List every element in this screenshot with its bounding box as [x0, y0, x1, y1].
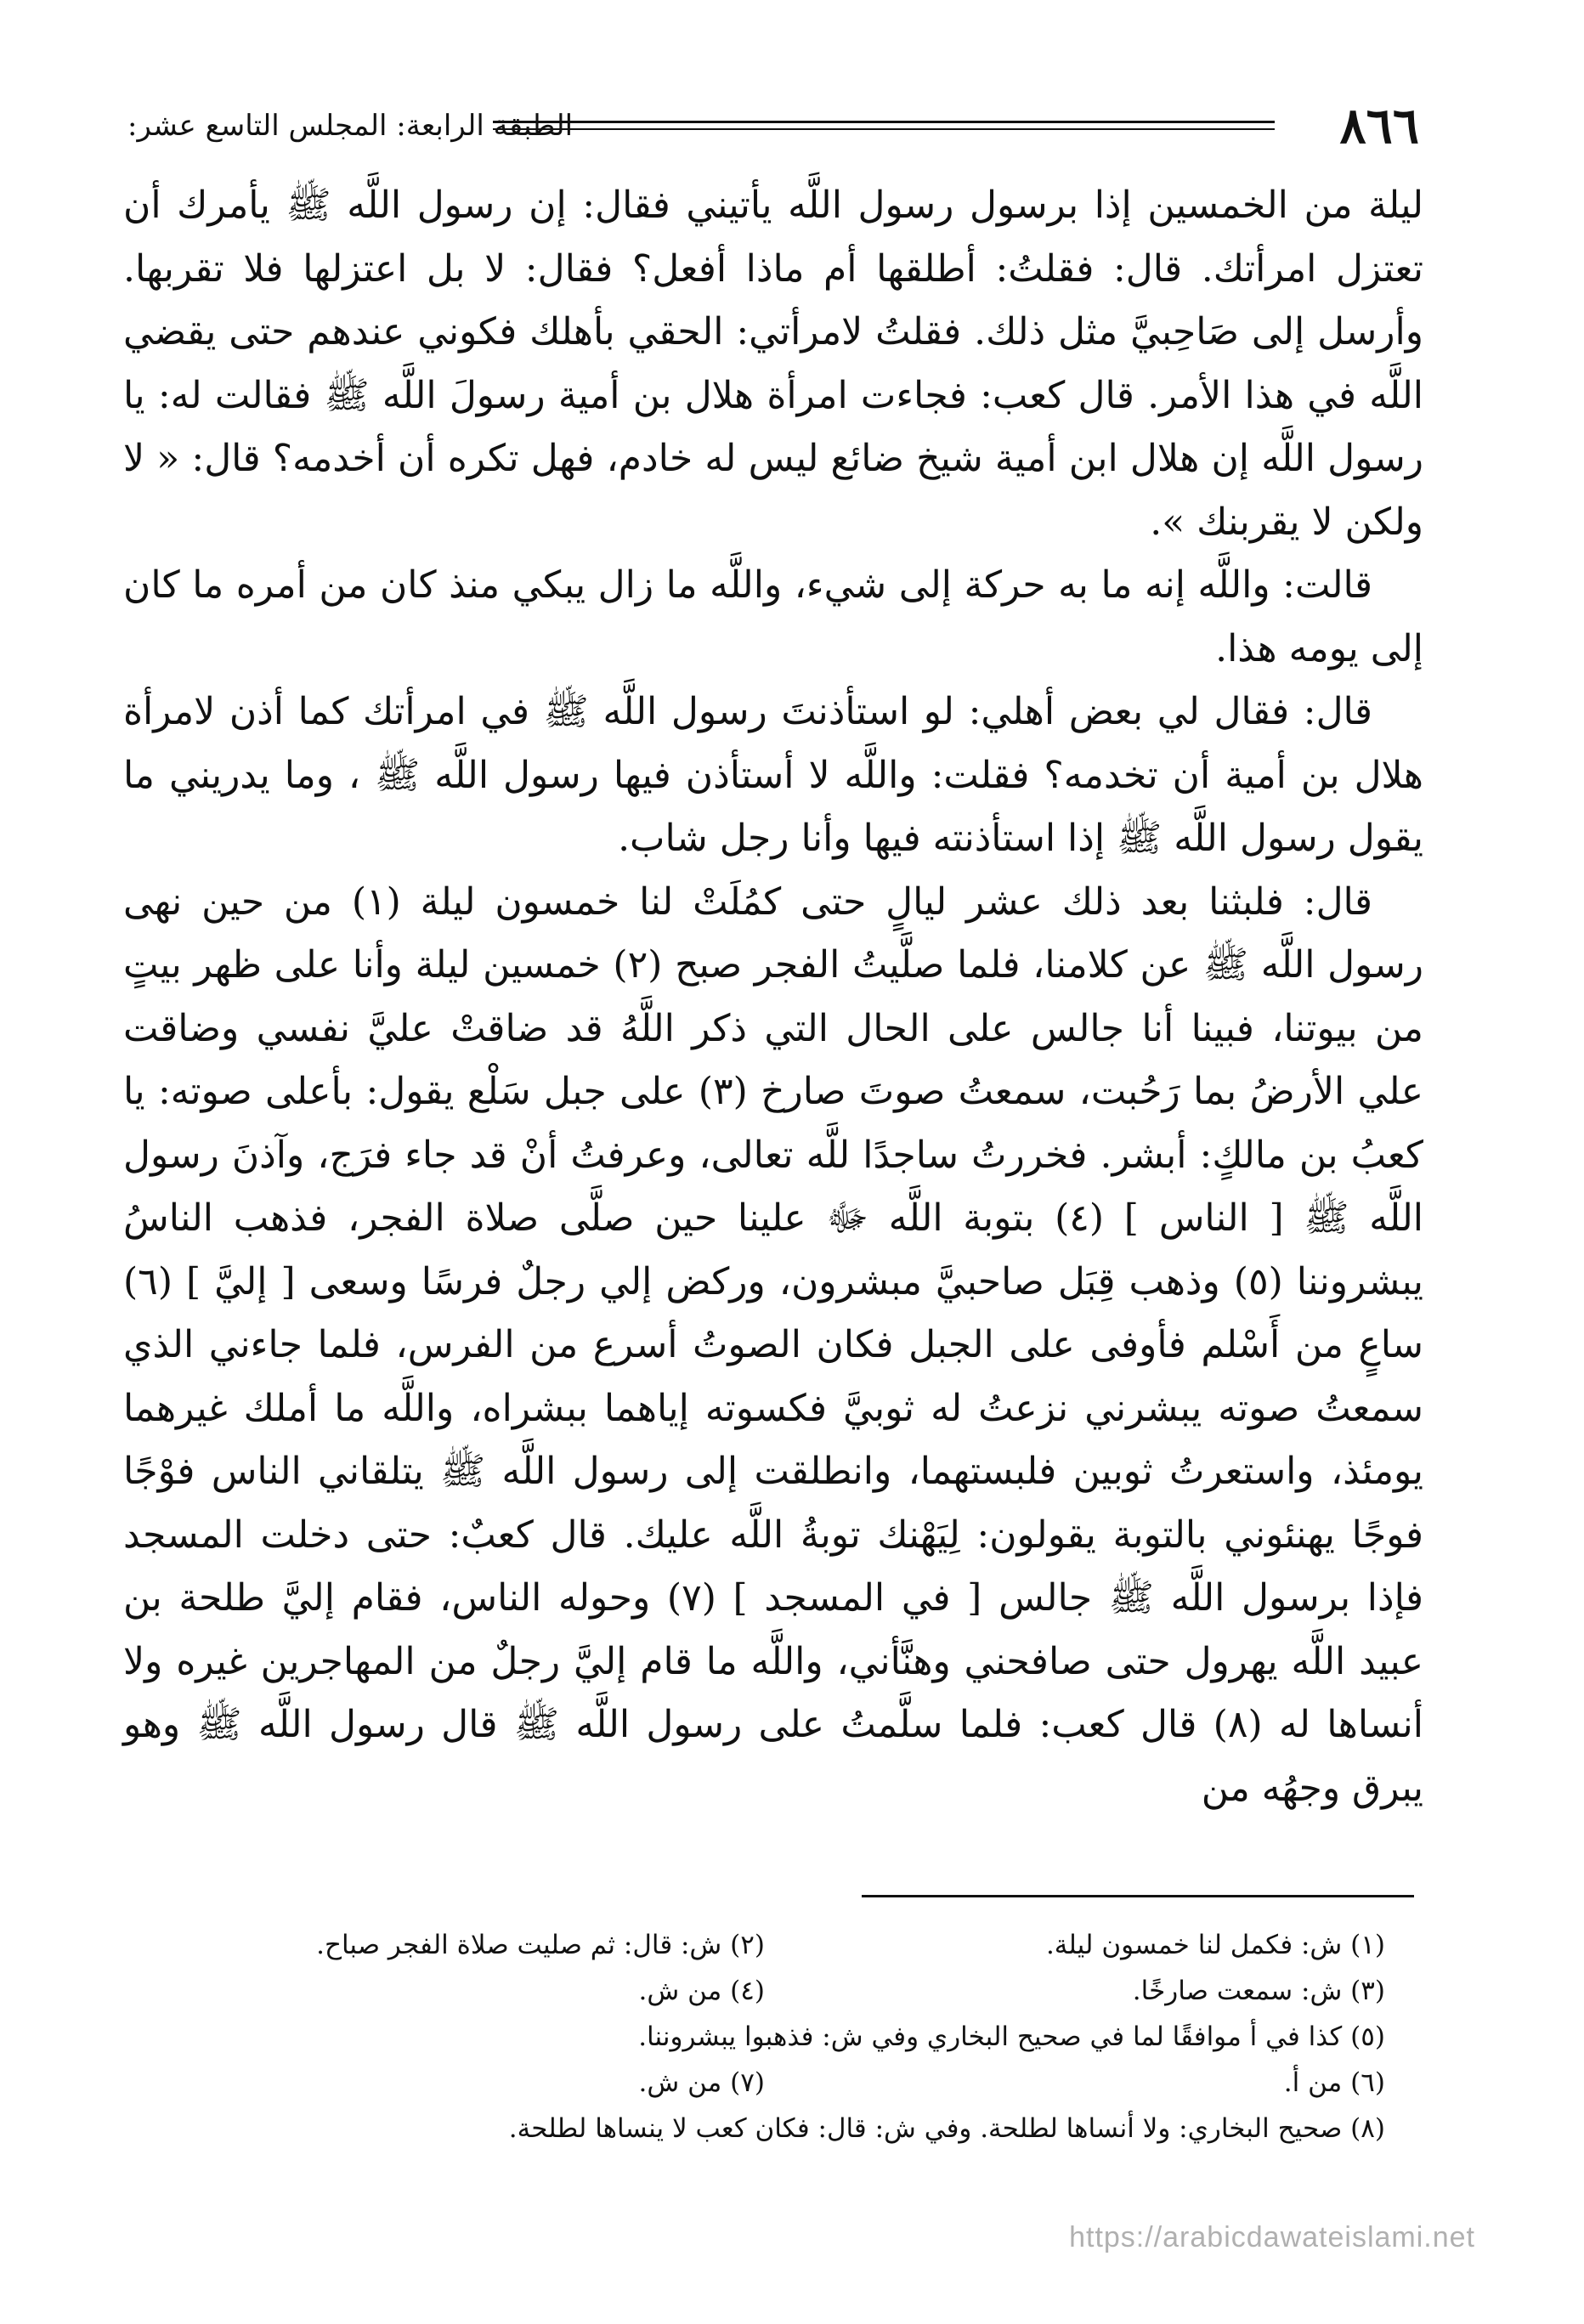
header-rule-line: [493, 121, 1275, 123]
header-rule: [493, 121, 1275, 130]
paragraph: قال: فقال لي بعض أهلي: لو استأذنتَ رسول اللَّه ﷺ في امرأتك كما أذن لامرأة هلال بن أمية أن تخدمه؟ فقلت: واللَّه لا أستأذن فيها رسول اللَّه ﷺ ، وما يدريني ما يقول رسول اللَّه ﷺ إذا استأذنته فيها وأنا رجل شاب.: [123, 690, 1423, 860]
footnote-row: [127, 2014, 1385, 2060]
paragraph: ليلة من الخمسين إذا برسول رسول اللَّه يأتيني فقال: إن رسول اللَّه ﷺ يأمرك أن تعتزل امرأتك. قال: فقلتُ: أطلقها أم ماذا أفعل؟ فقال: لا بل اعتزلها فلا تقربها. وأرسل إلى صَاحِبيَّ مثل ذلك. فقلتُ لامرأتي: الحقي بأهلك فكوني عندهم حتى يقضي اللَّه في هذا الأمر. قال كعب: فجاءت امرأة هلال بن أمية رسولَ اللَّه ﷺ فقالت له: يا رسول اللَّه إن هلال ابن أمية شيخ ضائع ليس له خادم، فهل تكره أن أخدمه؟ قال: « لا ولكن لا يقربنك ».: [123, 184, 1423, 544]
footnote: (١) ش: فكمل لنا خمسون ليلة.: [1045, 1930, 1385, 1960]
footnotes: [127, 1922, 1385, 2152]
footnote: (٨) صحيح البخاري: ولا أنساها لطلحة. وفي ش: قال: فكان كعب لا ينساها لطلحة.: [508, 2113, 1385, 2144]
running-header: [127, 92, 1419, 160]
footnote-row: [127, 1922, 1385, 1968]
footnote: (٤) من ش.: [638, 1976, 765, 2006]
footnote-row: [127, 2106, 1385, 2152]
paragraph: قالت: واللَّه إنه ما به حركة إلى شيء، واللَّه ما زال يبكي منذ كان من أمره ما كان إلى يومه هذا.: [123, 563, 1423, 670]
watermark-url: https://arabicdawateislami.net: [1069, 2221, 1475, 2253]
footnote-row: [127, 2060, 1385, 2106]
running-title: الطبقة الرابعة: المجلس التاسع عشر:: [127, 109, 574, 143]
paragraph: قال: فلبثنا بعد ذلك عشر ليالٍ حتى كمُلَتْ لنا خمسون ليلة (١) من حين نهى رسول اللَّه ﷺ عن كلامنا، فلما صلَّيتُ الفجر صبح (٢) خمسين ليلة وأنا على ظهر بيتٍ من بيوتنا، فبينا أنا جالس على الحال التي ذكر اللَّهُ قد ضاقتْ عليَّ نفسي وضاقت علي الأرضُ بما رَحُبت، سمعتُ صوتَ صارخ (٣) على جبل سَلْع يقول: بأعلى صوته: يا كعبُ بن مالكٍ: أبشر. فخررتُ ساجدًا للَّه تعالى، وعرفتُ أنْ قد جاء فرَج، وآذنَ رسول اللَّه ﷺ [ الناس ] (٤) بتوبة اللَّه ﷻ علينا حين صلَّى صلاة الفجر، فذهب الناسُ يبشروننا (٥) وذهب قِبَل صاحبيَّ مبشرون، وركض إلي رجلٌ فرسًا وسعى [ إليَّ ] (٦) ساعٍ من أَسْلم فأوفى على الجبل فكان الصوتُ أسرع من الفرس، فلما جاءني الذي سمعتُ صوته يبشرني نزعتُ له ثوبيَّ فكسوته إياهما ببشراه، واللَّه ما أملك غيرهما يومئذ، واستعرتُ ثوبين فلبستهما، وانطلقت إلى رسول اللَّه ﷺ يتلقاني الناس فوْجًا فوجًا يهنئوني بالتوبة يقولون: لِيَهْنك توبةُ اللَّه عليك. قال كعبٌ: حتى دخلت المسجد فإذا برسول اللَّه ﷺ جالس [ في المسجد ] (٧) وحوله الناس، فقام إليَّ طلحة بن عبيد اللَّه يهرول حتى صافحني وهنَّأني، واللَّه ما قام إليَّ رجلٌ من المهاجرين غيره ولا أنساها له (٨) قال كعب: فلما سلَّمتُ على رسول اللَّه ﷺ قال رسول اللَّه ﷺ وهو يبرق وجهُه من: [123, 879, 1424, 1810]
footnote: (٣) ش: سمعت صارخًا.: [1132, 1976, 1385, 2006]
page-number: ٨٦٦: [1339, 97, 1419, 155]
footnote: (٧) من ش.: [638, 2067, 765, 2098]
footnote-row: [127, 1968, 1385, 2014]
footnote: (٥) كذا في أ موافقًا لما في صحيح البخاري وفي ش: فذهبوا يبشروننا.: [638, 2021, 1385, 2052]
footnote-separator: [862, 1895, 1414, 1897]
footnote: (٦) من أ.: [1283, 2067, 1385, 2098]
header-rule-line: [493, 128, 1275, 130]
main-text: [123, 174, 1423, 1820]
footnote: (٢) ش: قال: ثم صليت صلاة الفجر صباح.: [316, 1930, 765, 1960]
